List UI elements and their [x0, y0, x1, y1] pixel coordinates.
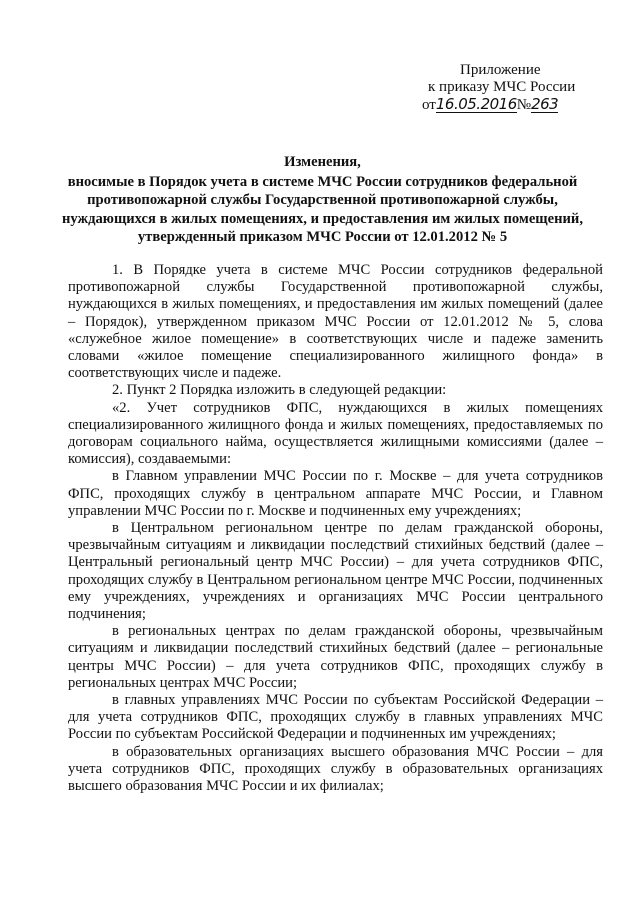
appendix-block [408, 62, 608, 114]
paragraph: «2. Учет сотрудников ФПС, нуждающихся в жилых помещениях специализированного жилищного фонда и жилых помещениях, предоставляемых по договорам социального найма, осуществляется жилищными комиссиями (далее – комиссия), создаваемыми: [68, 399, 603, 468]
document-title [60, 153, 585, 247]
appendix-label: Приложение [460, 62, 541, 78]
from-label: от [422, 97, 436, 113]
document-body [68, 262, 603, 795]
paragraph: в региональных центрах по делам гражданской обороны, чрезвычайным ситуациям и ликвидации последствий стихийных бедствий (далее – региональные центры МЧС России) – для учета сотрудников ФПС, проходящих службу в региональных центрах МЧС России; [68, 623, 603, 691]
number-label: № [516, 97, 532, 113]
appendix-order-ref: к приказу МЧС России [428, 79, 576, 95]
appendix-date-number [408, 96, 608, 114]
paragraph: в Главном управлении МЧС России по г. Москве – для учета сотрудников ФПС, проходящих службу в центральном аппарате МЧС России, и Главном управлении МЧС России по г. Москве и подчиненных ему учреждениях; [68, 468, 603, 519]
paragraph: в Центральном региональном центре по делам гражданской обороны, чрезвычайным ситуациям и ликвидации последствий стихийных бедствий (далее – Центральный региональный центр МЧС России) – для учета сотрудников ФПС, проходящих службу в Центральном региональном центре МЧС России, подчиненных ему учреждениях, учреждениях и организациях МЧС России центрального подчинения; [68, 520, 603, 623]
paragraph: в образовательных организациях высшего образования МЧС России – для учета сотрудников ФПС, проходящих службу в образовательных организациях высшего образования МЧС России и их филиалах; [68, 743, 603, 795]
handwritten-date: 16.05.2016 [435, 95, 517, 113]
handwritten-number: 263 [531, 95, 559, 113]
paragraph: в главных управлениях МЧС России по субъектам Российской Федерации – для учета сотрудников ФПС, проходящих службу в главных управлениях МЧС России по субъектам Российской Федерации и подчиненных им учреждениях; [68, 692, 603, 743]
title-heading: Изменения, [284, 154, 361, 170]
paragraph: 2. Пункт 2 Порядка изложить в следующей редакции: [112, 382, 447, 399]
paragraph: 1. В Порядке учета в системе МЧС России сотрудников федеральной противопожарной службы Государственной противопожарной службы, нуждающихся в жилых помещениях, и предоставления им жилых помещений (далее – Порядок), утвержденном приказом МЧС России от 12.01.2012 № 5, слова «служебное жилое помещение» в соответствующих числе и падеже заменить словами «жилое помещение специализированного жилищного фонда» в соответствующих числе и падеже. [68, 262, 603, 382]
title-text: вносимые в Порядок учета в системе МЧС России сотрудников федеральной противопожарной службы Государственной противопожарной службы, нуждающихся в жилых помещениях, и предоставления им жилых помещений, утвержденный приказом МЧС России от 12.01.2012 № 5 [62, 173, 583, 245]
